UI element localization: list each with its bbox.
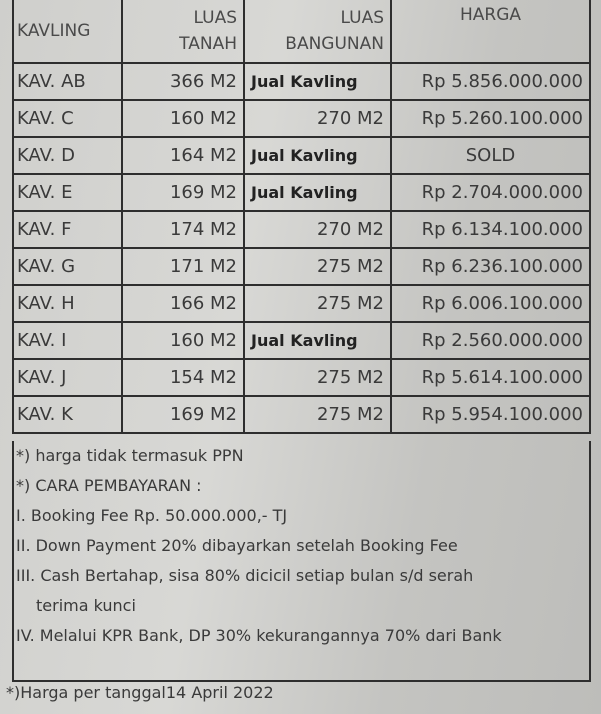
cell-luas-tanah: 160 M2 bbox=[122, 100, 244, 137]
table-row bbox=[13, 211, 590, 248]
table-row bbox=[13, 322, 590, 359]
cell-harga: Rp 2.704.000.000 bbox=[391, 174, 590, 211]
note-kpr: IV. Melalui KPR Bank, DP 30% kekurangannya 70% dari Bank bbox=[16, 626, 502, 645]
note-payment-title: *) CARA PEMBAYARAN : bbox=[16, 476, 202, 495]
header-line: LUAS bbox=[193, 8, 237, 28]
cell-harga: Rp 5.856.000.000 bbox=[391, 63, 590, 100]
cell-harga: Rp 6.006.100.000 bbox=[391, 285, 590, 322]
table-row bbox=[13, 100, 590, 137]
cell-luas-tanah: 160 M2 bbox=[122, 322, 244, 359]
table-row bbox=[13, 248, 590, 285]
header-luas-bangunan bbox=[244, 0, 391, 63]
note-down-payment: II. Down Payment 20% dibayarkan setelah Booking Fee bbox=[16, 536, 458, 555]
note-booking-fee: I. Booking Fee Rp. 50.000.000,- TJ bbox=[16, 506, 288, 525]
cell-luas-bangunan: 270 M2 bbox=[244, 100, 391, 137]
cell-luas-bangunan: 275 M2 bbox=[244, 359, 391, 396]
cell-luas-bangunan: 270 M2 bbox=[244, 211, 391, 248]
cell-kavling: KAV. E bbox=[13, 174, 122, 211]
note-cash-bertahap: III. Cash Bertahap, sisa 80% dicicil setiap bulan s/d serah bbox=[16, 566, 474, 585]
cell-kavling: KAV. K bbox=[13, 396, 122, 433]
table-row bbox=[13, 137, 590, 174]
cell-luas-bangunan: Jual Kavling bbox=[244, 174, 391, 211]
header-line: TANAH bbox=[179, 34, 237, 54]
cell-kavling: KAV. G bbox=[13, 248, 122, 285]
cell-luas-bangunan: 275 M2 bbox=[244, 248, 391, 285]
header-harga: HARGA bbox=[391, 0, 590, 63]
cell-kavling: KAV. C bbox=[13, 100, 122, 137]
cell-harga: Rp 6.236.100.000 bbox=[391, 248, 590, 285]
cell-luas-tanah: 154 M2 bbox=[122, 359, 244, 396]
cell-kavling: KAV. I bbox=[13, 322, 122, 359]
cell-luas-tanah: 366 M2 bbox=[122, 63, 244, 100]
cell-harga: Rp 6.134.100.000 bbox=[391, 211, 590, 248]
cell-harga: Rp 5.954.100.000 bbox=[391, 396, 590, 433]
cell-luas-tanah: 169 M2 bbox=[122, 174, 244, 211]
table-row bbox=[13, 285, 590, 322]
table-header bbox=[13, 0, 590, 63]
header-line: LUAS bbox=[340, 8, 384, 28]
cell-kavling: KAV. J bbox=[13, 359, 122, 396]
cell-harga: SOLD bbox=[391, 137, 590, 174]
cell-luas-bangunan: Jual Kavling bbox=[244, 137, 391, 174]
table-row bbox=[13, 174, 590, 211]
cell-luas-bangunan: 275 M2 bbox=[244, 285, 391, 322]
cell-harga: Rp 2.560.000.000 bbox=[391, 322, 590, 359]
header-line: BANGUNAN bbox=[285, 34, 384, 54]
note-cash-bertahap-cont: terima kunci bbox=[36, 596, 136, 615]
cell-harga: Rp 5.260.100.000 bbox=[391, 100, 590, 137]
cell-kavling: KAV. AB bbox=[13, 63, 122, 100]
cell-luas-bangunan: Jual Kavling bbox=[244, 322, 391, 359]
note-ppn: *) harga tidak termasuk PPN bbox=[16, 446, 244, 465]
payment-notes bbox=[12, 441, 591, 682]
table-row bbox=[13, 359, 590, 396]
cell-luas-bangunan: 275 M2 bbox=[244, 396, 391, 433]
header-kavling: KAVLING bbox=[13, 0, 122, 63]
cell-luas-bangunan: Jual Kavling bbox=[244, 63, 391, 100]
table-row bbox=[13, 63, 590, 100]
cell-luas-tanah: 174 M2 bbox=[122, 211, 244, 248]
cell-luas-tanah: 164 M2 bbox=[122, 137, 244, 174]
cell-luas-tanah: 171 M2 bbox=[122, 248, 244, 285]
cell-luas-tanah: 166 M2 bbox=[122, 285, 244, 322]
price-date-note: *)Harga per tanggal14 April 2022 bbox=[6, 683, 274, 702]
table-row bbox=[13, 396, 590, 433]
cell-kavling: KAV. D bbox=[13, 137, 122, 174]
cell-harga: Rp 5.614.100.000 bbox=[391, 359, 590, 396]
header-luas-tanah bbox=[122, 0, 244, 63]
cell-luas-tanah: 169 M2 bbox=[122, 396, 244, 433]
cell-kavling: KAV. H bbox=[13, 285, 122, 322]
cell-kavling: KAV. F bbox=[13, 211, 122, 248]
price-table bbox=[12, 0, 591, 434]
